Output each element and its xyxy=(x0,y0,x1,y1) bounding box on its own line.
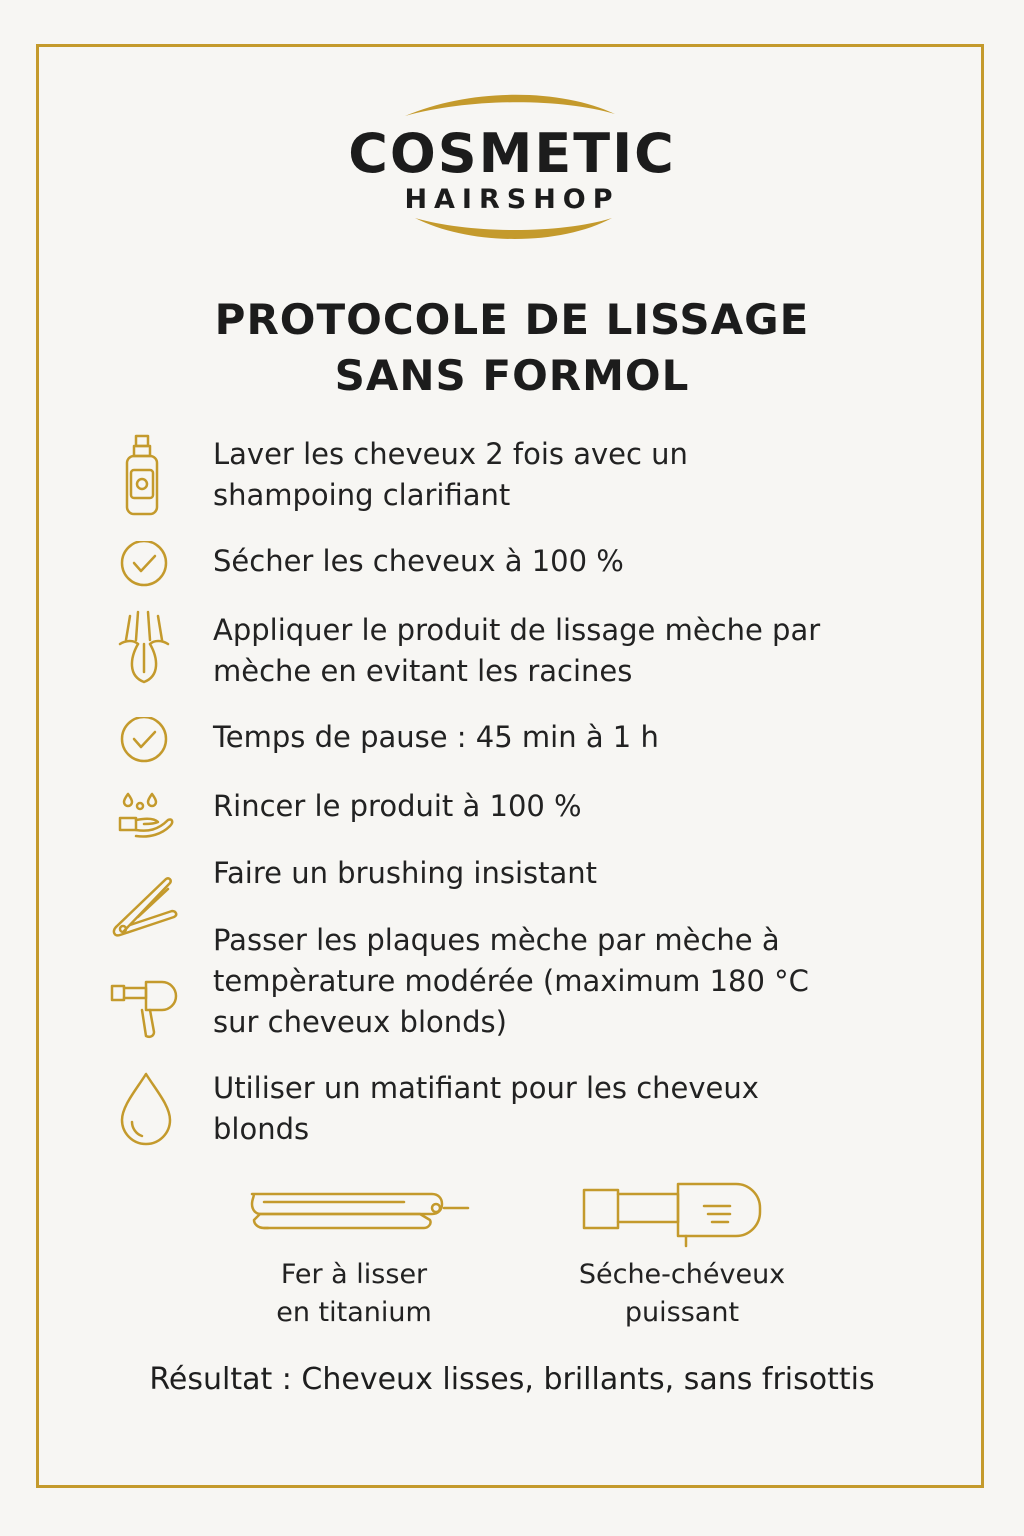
brand-logo xyxy=(0,90,1024,250)
hair-follicle-icon xyxy=(108,610,180,694)
step-text: Faire un brushing insistant xyxy=(213,856,598,890)
flat-iron-icon xyxy=(108,873,180,957)
tool-label-line-1: Fer à lisser xyxy=(280,1259,428,1290)
step-text: Utiliser un matifiant pour les cheveux blonds xyxy=(213,1071,759,1146)
tool-hair-dryer xyxy=(532,1176,832,1336)
step-text: Appliquer le produit de lissage mèche par mèche en evitant les racines xyxy=(213,613,821,688)
title-line-1: PROTOCOLE DE LISSAGE xyxy=(214,295,810,344)
tool-label-line-2: puissant xyxy=(624,1297,740,1328)
tool-label xyxy=(532,1256,832,1332)
step-text: Rincer le produit à 100 % xyxy=(213,789,582,823)
tool-flat-iron xyxy=(204,1176,504,1336)
brand-name: COSMETIC xyxy=(348,122,676,185)
step-text: Sécher les cheveux à 100 % xyxy=(213,544,624,578)
tool-label-line-1: Séche-chéveux xyxy=(578,1259,786,1290)
hair-dryer-icon xyxy=(108,976,180,1060)
result-text: Résultat : Cheveux lisses, brillants, sans frisottis xyxy=(149,1362,875,1397)
step-text: Temps de pause : 45 min à 1 h xyxy=(213,720,659,754)
step-text: Laver les cheveux 2 fois avec un shampoing clarifiant xyxy=(213,437,688,512)
hair-dryer-icon xyxy=(532,1176,832,1248)
shampoo-bottle-icon xyxy=(108,434,180,518)
tool-label-line-2: en titanium xyxy=(276,1297,432,1328)
drop-icon xyxy=(108,1070,180,1154)
title-line-2: SANS FORMOL xyxy=(334,351,690,400)
step-text: Passer les plaques mèche par mèche à tempèrature modérée (maximum 180 °C sur cheveux blonds) xyxy=(213,923,809,1039)
tool-label xyxy=(204,1256,504,1332)
page-title xyxy=(0,292,1024,404)
flat-iron-icon xyxy=(204,1176,504,1248)
brand-subname: HAIRSHOP xyxy=(404,184,620,215)
rinse-hand-icon xyxy=(108,788,180,872)
